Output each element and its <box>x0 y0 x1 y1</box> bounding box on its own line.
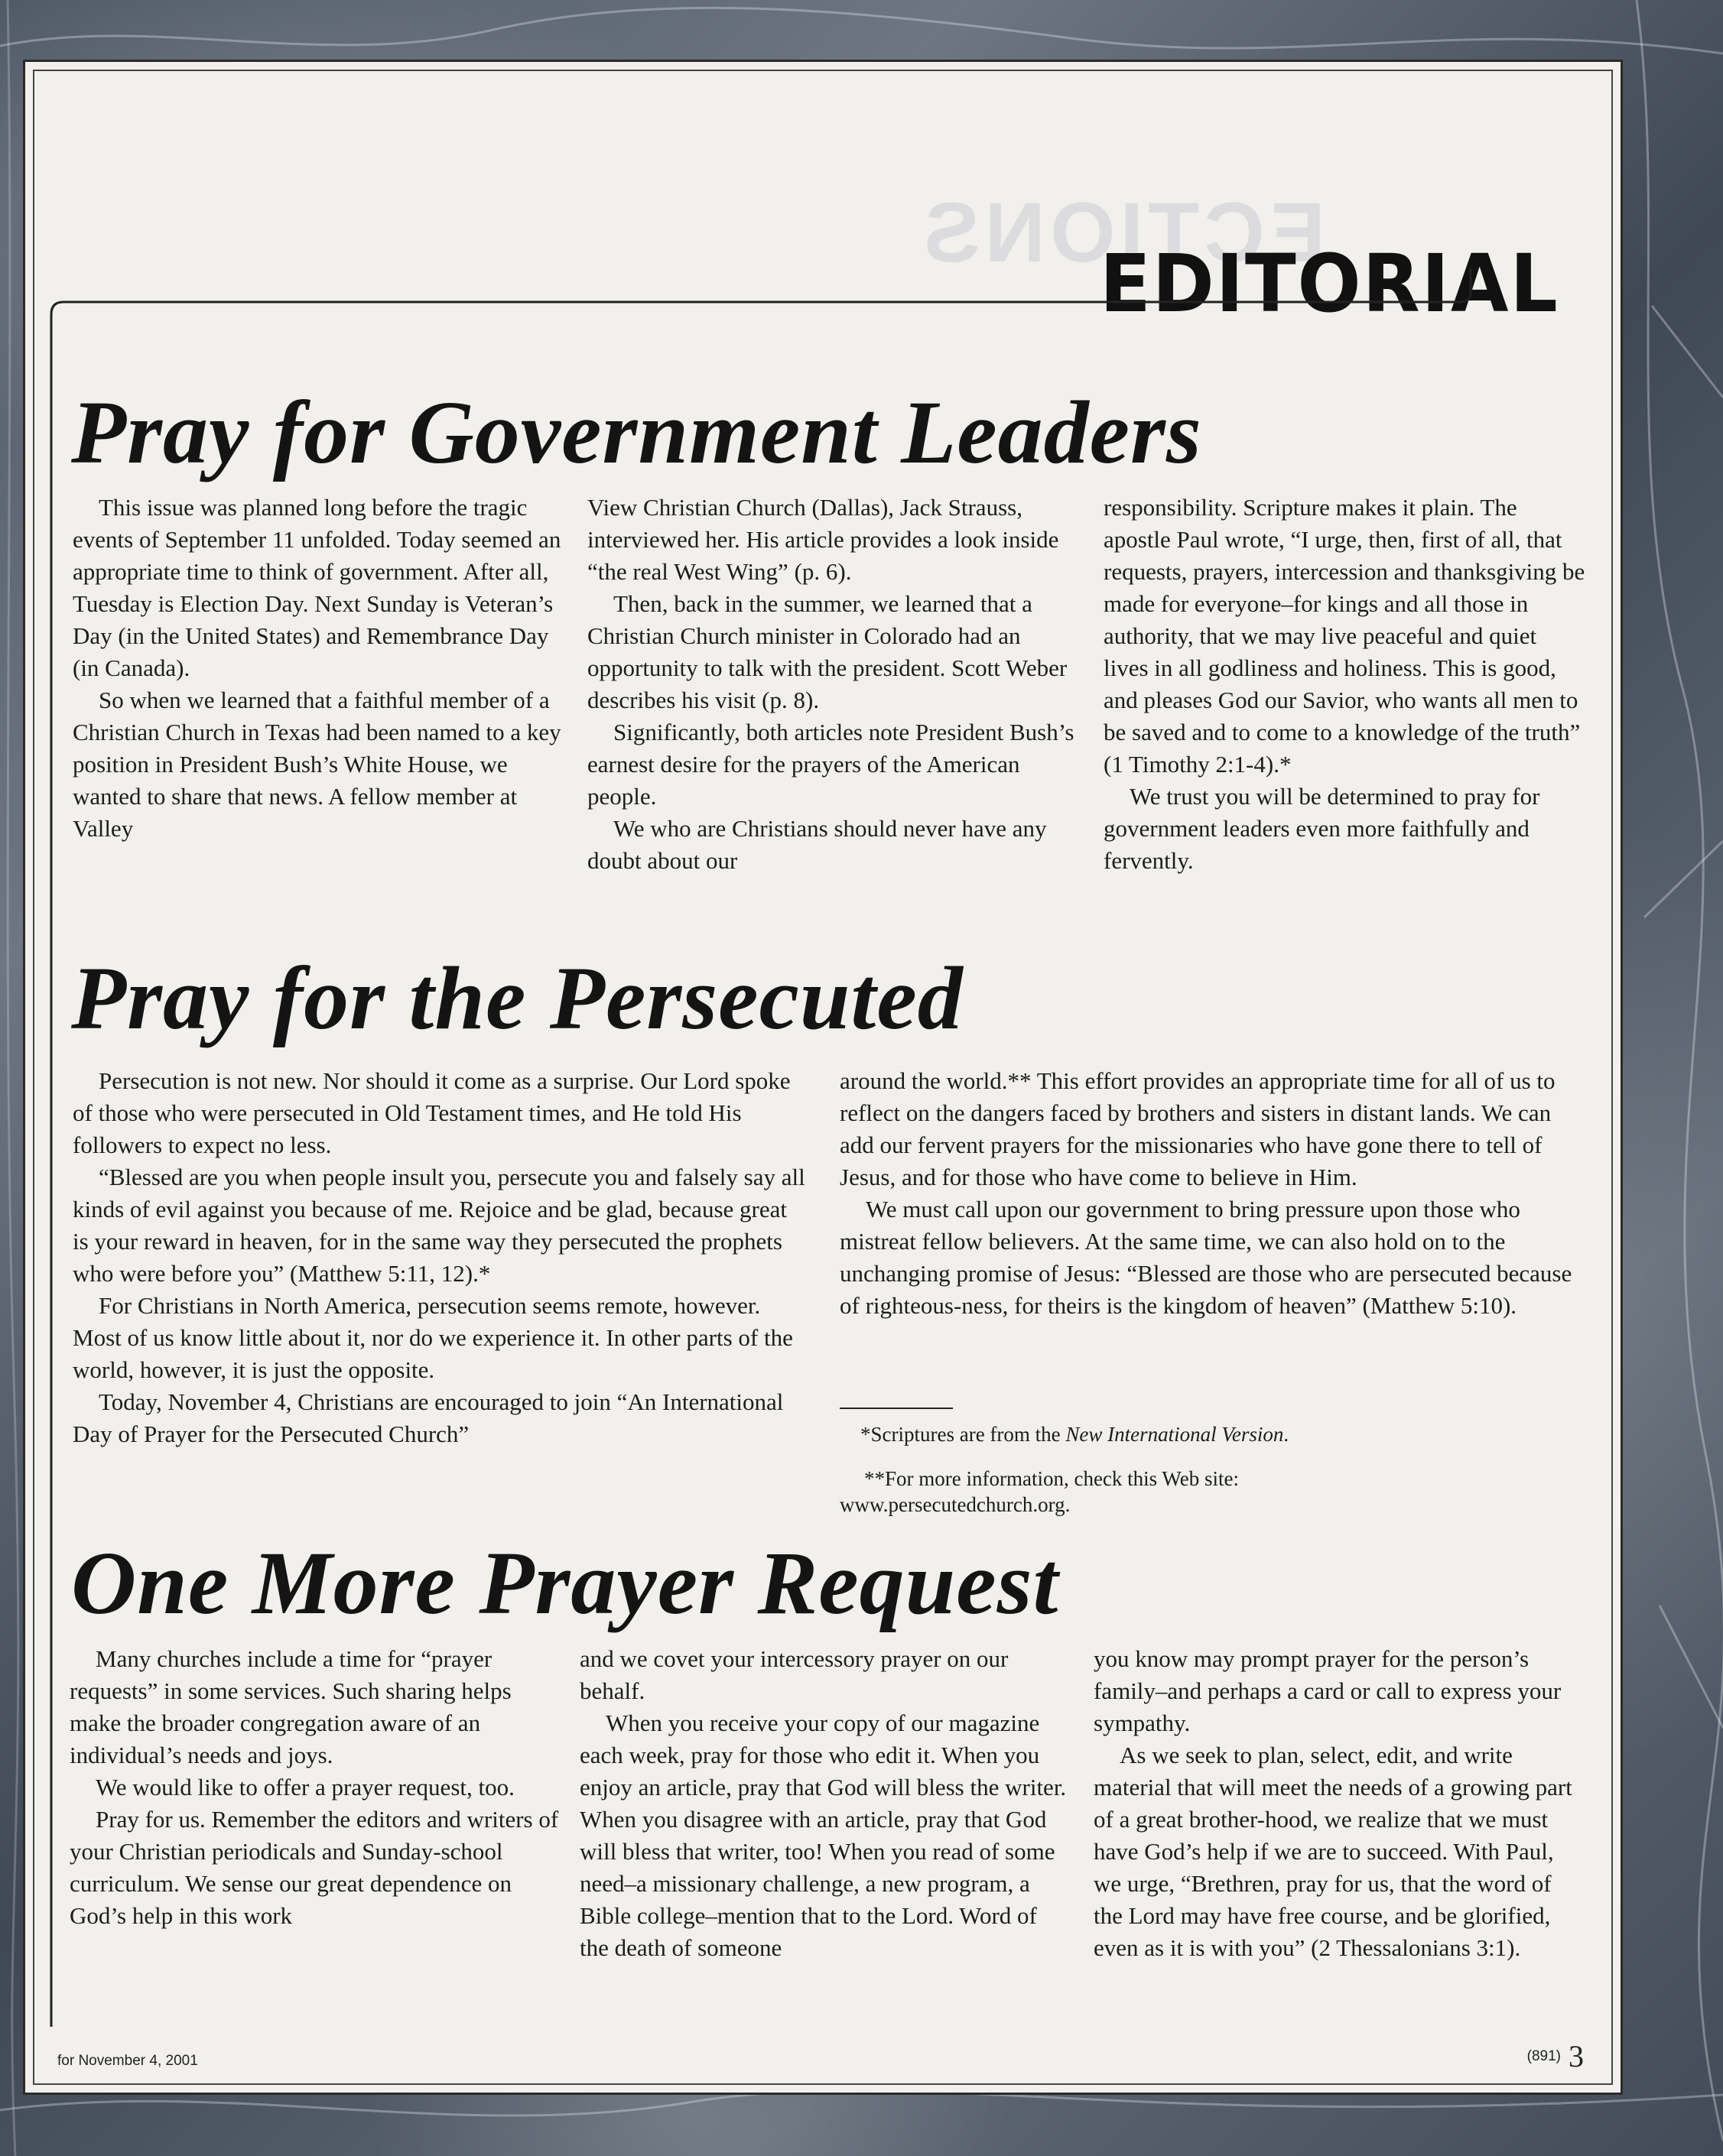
page-number: 3 <box>1569 2039 1584 2073</box>
footnote-info <box>840 1466 1582 1518</box>
footnote-scripture <box>860 1421 1587 1447</box>
paragraph: So when we learned that a faithful member of a Christian Church in Texas had been named to a key position in President Bush’s White House, we wanted to share that news. A fellow member at Valley <box>73 687 561 842</box>
footnote-text: *Scriptures are from the <box>860 1423 1066 1446</box>
paragraph: and we covet your intercessory prayer on our behalf. <box>580 1645 1009 1704</box>
article-prayer-column-1 <box>70 1643 559 1932</box>
paragraph: Many churches include a time for “prayer requests” in some services. Such sharing helps make the broader congregation aware of an individual’s needs and joys. <box>70 1645 512 1768</box>
page-code: (891) <box>1526 2047 1561 2064</box>
paragraph: Persecution is not new. Nor should it come as a surprise. Our Lord spoke of those who were persecuted in Old Testament times, and He told His followers to expect no less. <box>73 1067 791 1158</box>
paragraph: Today, November 4, Christians are encouraged to join “An International Day of Prayer for the Persecuted Church” <box>73 1388 784 1447</box>
article-prayer-column-3 <box>1094 1643 1583 1964</box>
article-government-column-2 <box>587 492 1077 877</box>
masthead-logo: EDITORIAL <box>1100 237 1559 330</box>
paragraph: We must call upon our government to bring pressure upon those who mistreat fellow believers. At the same time, we can also hold on to the unchanging promise of Jesus: “Blessed are those who are persecuted because of righteous-ness, for theirs is the kingdom of heaven” (Matthew 5:10). <box>840 1196 1572 1319</box>
paragraph: Significantly, both articles note President Bush’s earnest desire for the prayers of the American people. <box>587 719 1074 810</box>
paragraph: you know may prompt prayer for the person’s family–and perhaps a card or call to express your sympathy. <box>1094 1645 1562 1736</box>
article-government-column-3 <box>1104 492 1585 877</box>
headline-persecuted: Pray for the Persecuted <box>71 948 964 1048</box>
paragraph: Then, back in the summer, we learned that a Christian Church minister in Colorado had an opportunity to talk with the president. Scott Weber describes his visit (p. 8). <box>587 590 1068 713</box>
editorial-page <box>23 60 1623 2095</box>
paragraph: Pray for us. Remember the editors and writers of your Christian periodicals and Sunday-school curriculum. We sense our great dependence on God’s help in this work <box>70 1806 559 1929</box>
show-through-text: ECTIONS <box>919 186 1325 280</box>
article-government-column-1 <box>73 492 562 845</box>
issue-date: for November 4, 2001 <box>57 2053 198 2069</box>
page-folio <box>1527 2038 1584 2074</box>
paragraph: around the world.** This effort provides an appropriate time for all of us to reflect on the dangers faced by brothers and sisters in distant lands. We can add our fervent prayers for the missionaries who have gone there to tell of Jesus, and for those who have come to believe in Him. <box>840 1067 1556 1190</box>
article-persecuted-column-2 <box>840 1065 1582 1322</box>
paragraph: We would like to offer a prayer request, too. <box>96 1774 515 1800</box>
headline-prayer-request: One More Prayer Request <box>71 1533 1059 1633</box>
paragraph: View Christian Church (Dallas), Jack Strauss, interviewed her. His article provides a look inside “the real West Wing” (p. 6). <box>587 494 1059 585</box>
paragraph: When you receive your copy of our magazine each week, pray for those who edit it. When you enjoy an article, pray that God will bless the writer. When you disagree with an article, pray that God will bless that writer, too! When you read of some need–a missionary challenge, a new program, a Bible college–mention that to the Lord. Word of the death of someone <box>580 1710 1067 1961</box>
paragraph: “Blessed are you when people insult you, persecute you and falsely say all kinds of evil against you because of me. Rejoice and be glad, because great is your reward in heaven, for in the same way they persecuted the prophets who were before you” (Matthew 5:11, 12).* <box>73 1164 805 1287</box>
paragraph: We who are Christians should never have any doubt about our <box>587 815 1047 874</box>
paragraph: responsibility. Scripture makes it plain. The apostle Paul wrote, “I urge, then, first of all, that requests, prayers, intercession and thanksgiving be made for everyone–for kings and all those in authority, that we may live peaceful and quiet lives in all godliness and holiness. This is good, and pleases God our Savior, who wants all men to be saved and to come to a knowledge of the truth” (1 Timothy 2:1-4).* <box>1104 494 1585 778</box>
footnote-info-line: **For more information, check this Web site: <box>864 1467 1239 1490</box>
footnote-text: . <box>1283 1423 1289 1446</box>
paragraph: As we seek to plan, select, edit, and write material that will meet the needs of a growing part of a great brother-hood, we realize that we must have God’s help if we are to succeed. With Paul, we urge, “Brethren, pray for us, that the word of the Lord may have free course, and be glorified, even as it is with you” (2 Thessalonians 3:1). <box>1094 1742 1572 1961</box>
footnote-rule <box>840 1408 953 1409</box>
footnote-web-address: www.persecutedchurch.org. <box>840 1493 1071 1516</box>
paragraph: We trust you will be determined to pray for government leaders even more faithfully and fervently. <box>1104 783 1540 874</box>
article-prayer-column-2 <box>580 1643 1069 1964</box>
headline-government-leaders: Pray for Government Leaders <box>71 382 1202 482</box>
paragraph: For Christians in North America, persecution seems remote, however. Most of us know little about it, nor do we experience it. In other parts of the world, however, it is just the opposite. <box>73 1292 793 1383</box>
paragraph: This issue was planned long before the tragic events of September 11 unfolded. Today seemed an appropriate time to think of government. After all, Tuesday is Election Day. Next Sunday is Veteran’s Day (in the United States) and Remembrance Day (in Canada). <box>73 494 561 681</box>
footnote-version: New International Version <box>1065 1423 1284 1446</box>
article-persecuted-column-1 <box>73 1065 807 1450</box>
